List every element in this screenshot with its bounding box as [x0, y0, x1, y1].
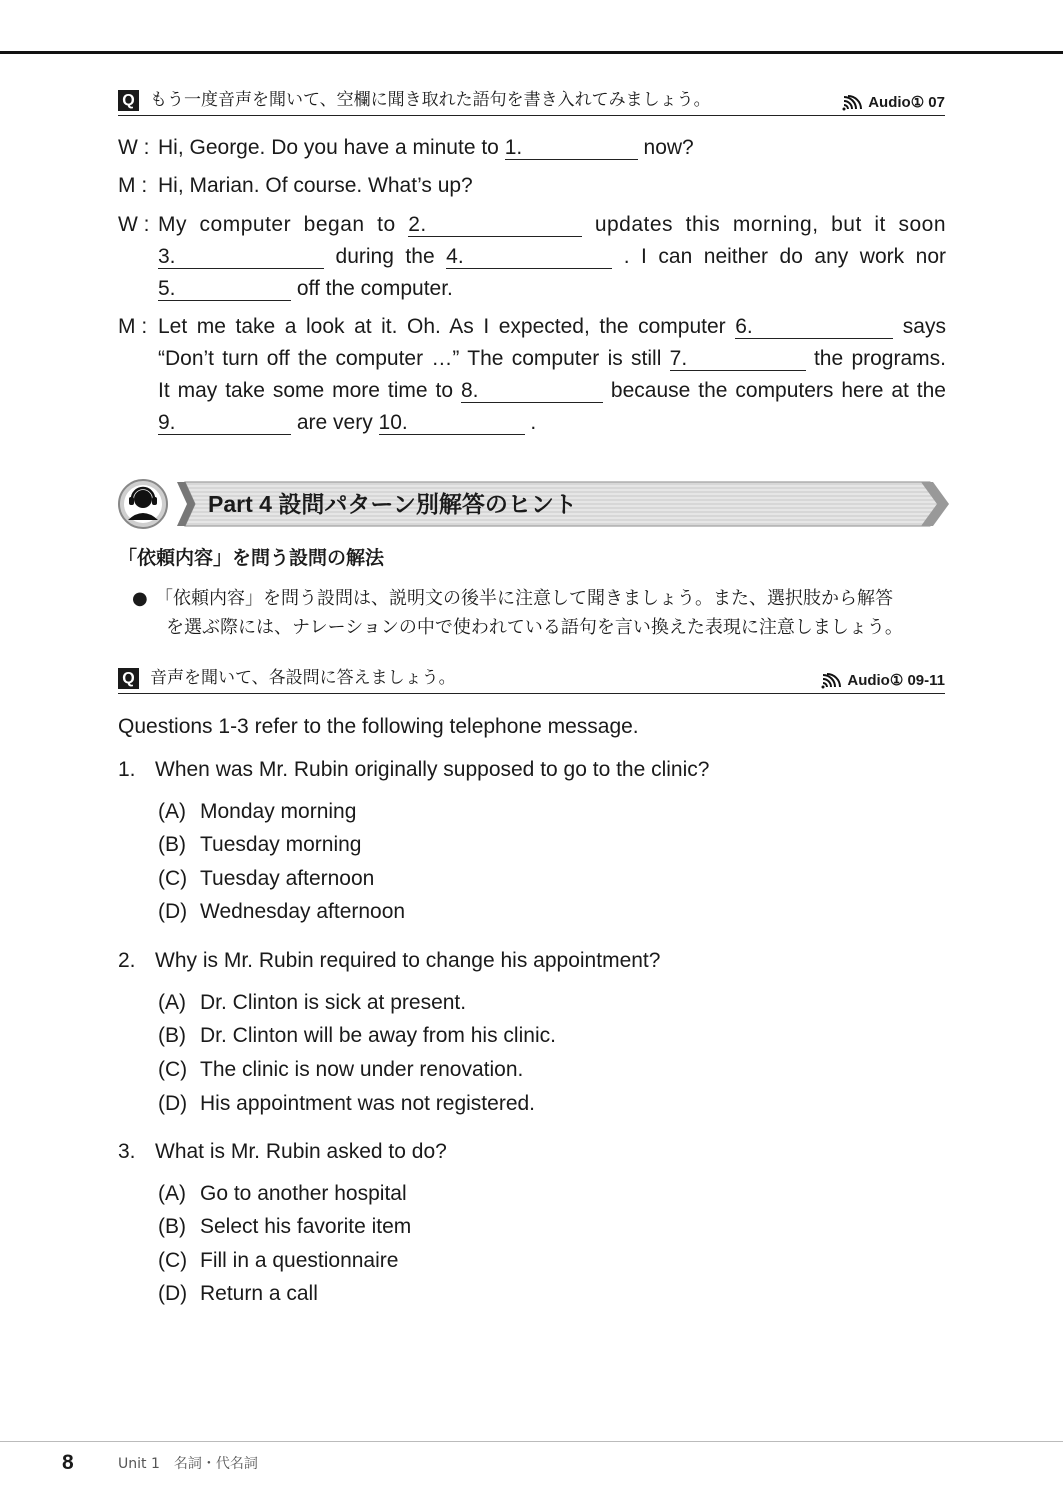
speaker-label: W :	[118, 213, 150, 236]
answer-option[interactable]	[158, 798, 356, 826]
dictation-instruction-header	[118, 89, 945, 116]
dialogue-text: off the computer.	[291, 277, 453, 300]
question-text: When was Mr. Rubin originally supposed to go to the clinic?	[155, 758, 710, 781]
dialogue-text: during the	[335, 245, 435, 268]
answer-option[interactable]	[158, 989, 466, 1017]
option-text: Go to another hospital	[200, 1182, 407, 1205]
dialogue-line-8	[158, 378, 946, 404]
listening-instruction: 音声を聞いて、各設問に答えましょう。	[150, 668, 456, 688]
answer-option[interactable]	[158, 1247, 398, 1275]
audio-track-text: Audio① 09-11	[847, 672, 945, 689]
dictation-instruction: もう一度音声を聞いて、空欄に聞き取れた語句を書き入れてみましょう。	[150, 90, 711, 110]
dialogue-line-5	[158, 276, 453, 302]
answer-blank-4[interactable]: 4.	[446, 246, 612, 269]
answer-blank-1[interactable]: 1.	[505, 137, 638, 160]
q-label-badge: Q	[118, 90, 139, 111]
audio-icon	[842, 95, 864, 111]
answer-option[interactable]	[158, 1056, 523, 1084]
option-text: Dr. Clinton will be away from his clinic.	[200, 1024, 556, 1047]
q-label-badge: Q	[118, 668, 139, 689]
dialogue-text: My computer began to	[158, 213, 396, 236]
option-text: Monday morning	[200, 800, 357, 823]
option-letter: (A)	[158, 1182, 186, 1205]
unit-label: Unit 1 名詞・代名詞	[118, 1456, 258, 1472]
audio-track-label[interactable]	[842, 94, 945, 112]
dialogue-line-7	[158, 346, 946, 372]
answer-blank-10[interactable]: 10.	[379, 412, 525, 435]
dialogue-line-3	[158, 212, 946, 238]
option-letter: (A)	[158, 800, 186, 823]
answer-option[interactable]	[158, 1213, 411, 1241]
dialogue-text: says	[902, 315, 946, 338]
footer-rule	[0, 1441, 1063, 1442]
option-letter: (A)	[158, 991, 186, 1014]
top-rule	[0, 51, 1063, 54]
listening-instruction-header	[118, 667, 945, 694]
option-text: Wednesday afternoon	[200, 900, 406, 923]
option-letter: (B)	[158, 1024, 186, 1047]
option-letter: (C)	[158, 1058, 188, 1081]
option-letter: (D)	[158, 1092, 188, 1115]
option-text: The clinic is now under renovation.	[200, 1058, 524, 1081]
dialogue-text: It may take some more time to	[158, 379, 454, 402]
answer-blank-3[interactable]: 3.	[158, 246, 324, 269]
option-text: Dr. Clinton is sick at present.	[200, 991, 467, 1014]
answer-option[interactable]	[158, 898, 405, 926]
answer-blank-9[interactable]: 9.	[158, 412, 291, 435]
answer-option[interactable]	[158, 865, 374, 893]
audio-track-text: Audio① 07	[868, 94, 945, 111]
hint-text-line-2: を選ぶ際には、ナレーションの中で使われている語句を言い換えた表現に注意しましょう。	[166, 617, 903, 638]
option-text: Fill in a questionnaire	[200, 1249, 399, 1272]
speaker-label: M :	[118, 174, 148, 197]
answer-blank-2[interactable]: 2.	[408, 214, 582, 237]
audio-track-label[interactable]	[821, 672, 945, 690]
speaker-label: M :	[118, 315, 148, 338]
option-text: His appointment was not registered.	[200, 1092, 536, 1115]
answer-blank-8[interactable]: 8.	[461, 380, 603, 403]
option-text: Tuesday morning	[200, 833, 362, 856]
dialogue-text: the programs.	[813, 347, 946, 370]
speaker-label: W :	[118, 136, 150, 159]
option-text: Select his favorite item	[200, 1215, 412, 1238]
dialogue-text: now?	[637, 136, 694, 159]
bullet-marker: ●	[132, 588, 148, 609]
answer-option[interactable]	[158, 1180, 407, 1208]
option-letter: (D)	[158, 900, 188, 923]
answer-option[interactable]	[158, 1022, 556, 1050]
option-letter: (D)	[158, 1282, 188, 1305]
question-3	[118, 1138, 447, 1166]
answer-option[interactable]	[158, 831, 361, 859]
question-text: What is Mr. Rubin asked to do?	[155, 1140, 447, 1163]
dialogue-text: Hi, George. Do you have a minute to	[158, 136, 505, 159]
question-number: 2.	[118, 949, 136, 972]
hint-text-line-1: 「依頼内容」を問う設問は、説明文の後半に注意して聞きましょう。また、選択肢から解答	[155, 588, 893, 609]
dialogue-text: “Don’t turn off the computer …” The computer is still	[158, 347, 662, 370]
option-text: Return a call	[200, 1282, 318, 1305]
answer-option[interactable]	[158, 1090, 535, 1118]
question-number: 3.	[118, 1140, 136, 1163]
answer-blank-5[interactable]: 5.	[158, 278, 291, 301]
answer-option[interactable]	[158, 1280, 318, 1308]
questions-intro: Questions 1-3 refer to the following telephone message.	[118, 715, 639, 738]
question-text: Why is Mr. Rubin required to change his appointment?	[155, 949, 661, 972]
question-number: 1.	[118, 758, 136, 781]
option-letter: (C)	[158, 1249, 188, 1272]
option-text: Tuesday afternoon	[200, 867, 375, 890]
dialogue-text: . I can neither do any work nor	[623, 245, 946, 268]
dialogue-line-4	[158, 244, 946, 270]
dialogue-line-6	[158, 314, 946, 340]
part-title: Part 4 設問パターン別解答のヒント	[208, 491, 577, 517]
dialogue-text: are very	[291, 411, 379, 434]
audio-icon	[821, 673, 843, 689]
option-letter: (B)	[158, 833, 186, 856]
page-number: 8	[62, 1451, 74, 1474]
option-letter: (B)	[158, 1215, 186, 1238]
question-2	[118, 947, 660, 975]
dialogue-line-2: Hi, Marian. Of course. What’s up?	[158, 174, 473, 197]
answer-blank-7[interactable]: 7.	[670, 348, 806, 371]
answer-blank-6[interactable]: 6.	[735, 316, 893, 339]
dialogue-text: .	[524, 411, 537, 434]
hint-subheading: 「依頼内容」を問う設問の解法	[118, 547, 385, 569]
dialogue-text: updates this morning, but it soon	[594, 213, 946, 236]
dialogue-text: Let me take a look at it. Oh. As I expected, the computer	[158, 315, 726, 338]
dialogue-line-1	[158, 135, 694, 161]
option-letter: (C)	[158, 867, 188, 890]
dialogue-line-9	[158, 410, 536, 436]
question-1	[118, 756, 709, 784]
dialogue-text: because the computers here at the	[610, 379, 946, 402]
